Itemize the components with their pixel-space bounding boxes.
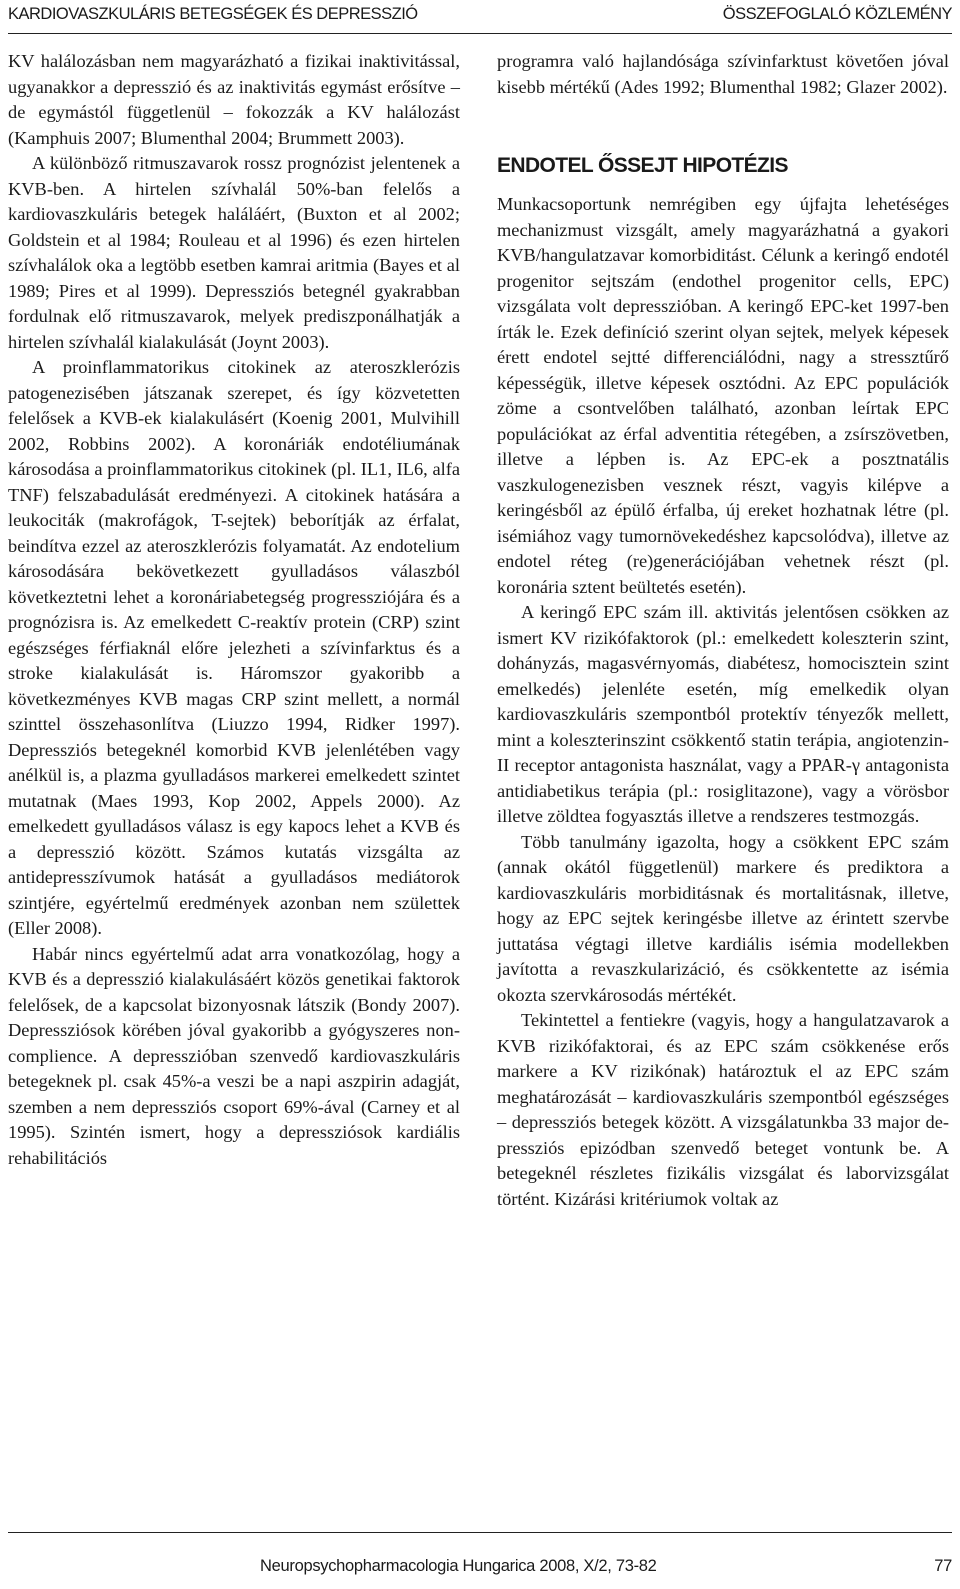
running-header — [8, 0, 952, 34]
right-paragraph-4: Több tanulmány igazolta, hogy a csökkent EPC szám (annak okától függetlenül) markere és prediktora a kardiovaszkuláris morbiditásnak és mortalitásnak, illetve, hogy az EPC sejtek keringésbe illetve az érintett szervbe juttatása végtagi illetve kardiális isémia modellekben javította a revaszkularizáció, és csökkentette az isémia okozta szervkárosodás mértékét. — [497, 831, 949, 1005]
left-column — [8, 49, 460, 1171]
right-paragraph-3: A keringő EPC szám ill. aktivitás jelentősen csökken az ismert KV rizikófaktorok (pl.: emelkedett koleszterin szint, dohányzás, magasvérnyomás, diabétesz, homocisztein szint emelkedés) jelenléte esetén, míg emelkedik olyan kardiovaszkuláris szempontból protektív tényezők mellett, mint a koleszterinszint csökkentő statin terápia, angiotenzin-II receptor antagonista használat, vagy a PPAR-γ antagonista antidiabetikus terápia (pl.: rosiglitazone), vagy a vörösbor illetve zöldtea fogyasztás illetve a rendszeres testmozgás. — [497, 602, 949, 826]
running-footer — [8, 1532, 952, 1589]
left-paragraph-4: Habár nincs egyértelmű adat arra vonatkozólag, hogy a KVB és a depresszió kialakulásáért közös genetikai faktorok felelősek, de a kapcsolat bizonyosnak látszik (Bondy 2007). Depressziósok körében jóval gyakoribb a gyógyszeres non-complience. A depresszióban szenvedő kardiovaszkuláris betegeknek pl. csak 45%-a veszi be a napi aszpirin adagját, szemben a nem depressziós csoport 69%-ával (Carney et al 1995). Szintén ismert, hogy a depressziósok kardiális rehabilitációs — [8, 943, 460, 1168]
section-heading: ENDOTEL ŐSSEJT HIPOTÉZIS — [497, 154, 788, 177]
left-paragraph-2: A különböző ritmuszavarok rossz prognózist jelentenek a KVB-ben. A hirtelen szívhalál 50%-ban felelős a kardiovaszkuláris betegek haláláért, (Buxton et al 2002; Goldstein et al 1984; Rouleau et al 1996) és ezen hirtelen szívhalálok oka a legtöbb esetben kamrai aritmia (Bayes et al 1989; Pires et al 1999). Depressziós betegnél gyakrabban fordulnak elő ritmuszavarok, melyek prediszponálhatják a hirtelen szívhalál kialakulását (Joynt 2003). — [8, 153, 460, 352]
left-paragraph-3: A proinflammatorikus citokinek az ateroszklerózis patogenezisében játszanak szerepet, és így közvetetten felelősek a KVB-ek kialakulásért (Koenig 2001, Mulvihill 2002, Robbins 2002). A koronáriák endotéliumának károsodása a proinflammatorikus citokinek (pl. IL1, IL6, alfa TNF) felszabadulását eredményezi. A citokinek hatására a leukociták (makrofágok, T-sejtek) beborítják az érfalat, beindítva ezzel az ateroszklerózis folyamatát. Az endotelium károsodására bekövetkezett gyulladásos válaszból következtetni lehet a koronáriabetegség progressziójára és a prognózisra is. Az emelkedett C-reaktív protein (CRP) szint egészséges férfiaknál előre jelezheti a szívinfarktus és a stroke kialakulását is. Háromszor gyakoribb a következményes KVB magas CRP szint mellett, a normál szinttel összehasonlítva (Liuzzo 1994, Ridker 1997). Depressziós betegeknél komorbid KVB jelenlétében vagy anélkül is, a plazma gyulladásos markerei emelkedett szintet mutatnak (Maes 1993, Kop 2002, Appels 2000). Az emelkedett gyulladásos válasz is egy kapocs lehet a KVB és a depresszió között. Számos kutatás vizsgálta az antidepresszívumok hatását a gyulladásos mediátorok szintjére, egyértelmű eredmények azonban nem születtek (Eller 2008). — [8, 357, 460, 938]
header-section-title: KARDIOVASZKULÁRIS BETEGSÉGEK ÉS DEPRESSZIÓ — [8, 5, 418, 23]
header-article-type: ÖSSZEFOGLALÓ KÖZLEMÉNY — [722, 5, 952, 23]
page-number: 77 — [934, 1557, 952, 1575]
right-paragraph-1: programra való hajlandósága szívinfarktust követően jóval kisebb mértékű (Ades 1992; Blumenthal 1982; Glazer 2002). — [497, 51, 949, 97]
right-paragraph-2: Munkacsoportunk nemrégiben egy újfajta lehetéséges mechanizmust vizsgált, amely magyarázhatná a gyakori KVB/hangulatzavar komorbiditást. Célunk a keringő endotél progenitor sejtszám (endothel progenitor cells, EPC) vizsgálata volt depresszióban. A keringő EPC-ket 1997-ben írták le. Ezek definíció szerint olyan sejtek, melyek képesek érett endotel sejtté differenciálódni, nagy a stressztűrő képességük, illetve képesek osztódni. Az EPC populációk zöme a csontvelőben található, azonban leírtak EPC populációkat az érfal adventitia rétegében, a zsírszövetben, illetve a lépben is. Az EPC-ek a posztnatális vaszkulogenezisben vesznek részt, vagyis kilépve a keringésből az épülő érfalba, új ereket hozhatnak létre (pl. isémiához vagy tumornövekedéshez kapcsolódva), illetve az endotel réteg (re)generációjában vehetnek részt (pl. koronária sztent beültetés esetén). — [497, 194, 949, 597]
right-column — [497, 49, 949, 1212]
journal-citation: Neuropsychopharmacologia Hungarica 2008, X/2, 73-82 — [260, 1557, 657, 1575]
right-paragraph-5: Tekintettel a fentiekre (vagyis, hogy a hangulatzavarok a KVB rizikófaktorai, és az EPC szám csökkenése erős markere a KV rizikónak) határoztuk el az EPC szám meghatározását – kardiovaszkuláris szempontból egészséges – depressziós betegek között. A vizsgálatunkba 33 major depressziós epizódban szenvedő beteget vontunk be. A betegeknél részletes fizikális vizsgálat és laborvizsgálat történt. Kizárási kritériumok voltak az — [497, 1010, 949, 1209]
left-paragraph-1: KV halálozásban nem magyarázható a fizikai inaktivitással, ugyanakkor a depresszió és az inaktivitás egymást erősítve – de egymástól függetlenül – fokozzák a KV halálozást (Kamphuis 2007; Blumenthal 2004; Brummett 2003). — [8, 51, 460, 148]
